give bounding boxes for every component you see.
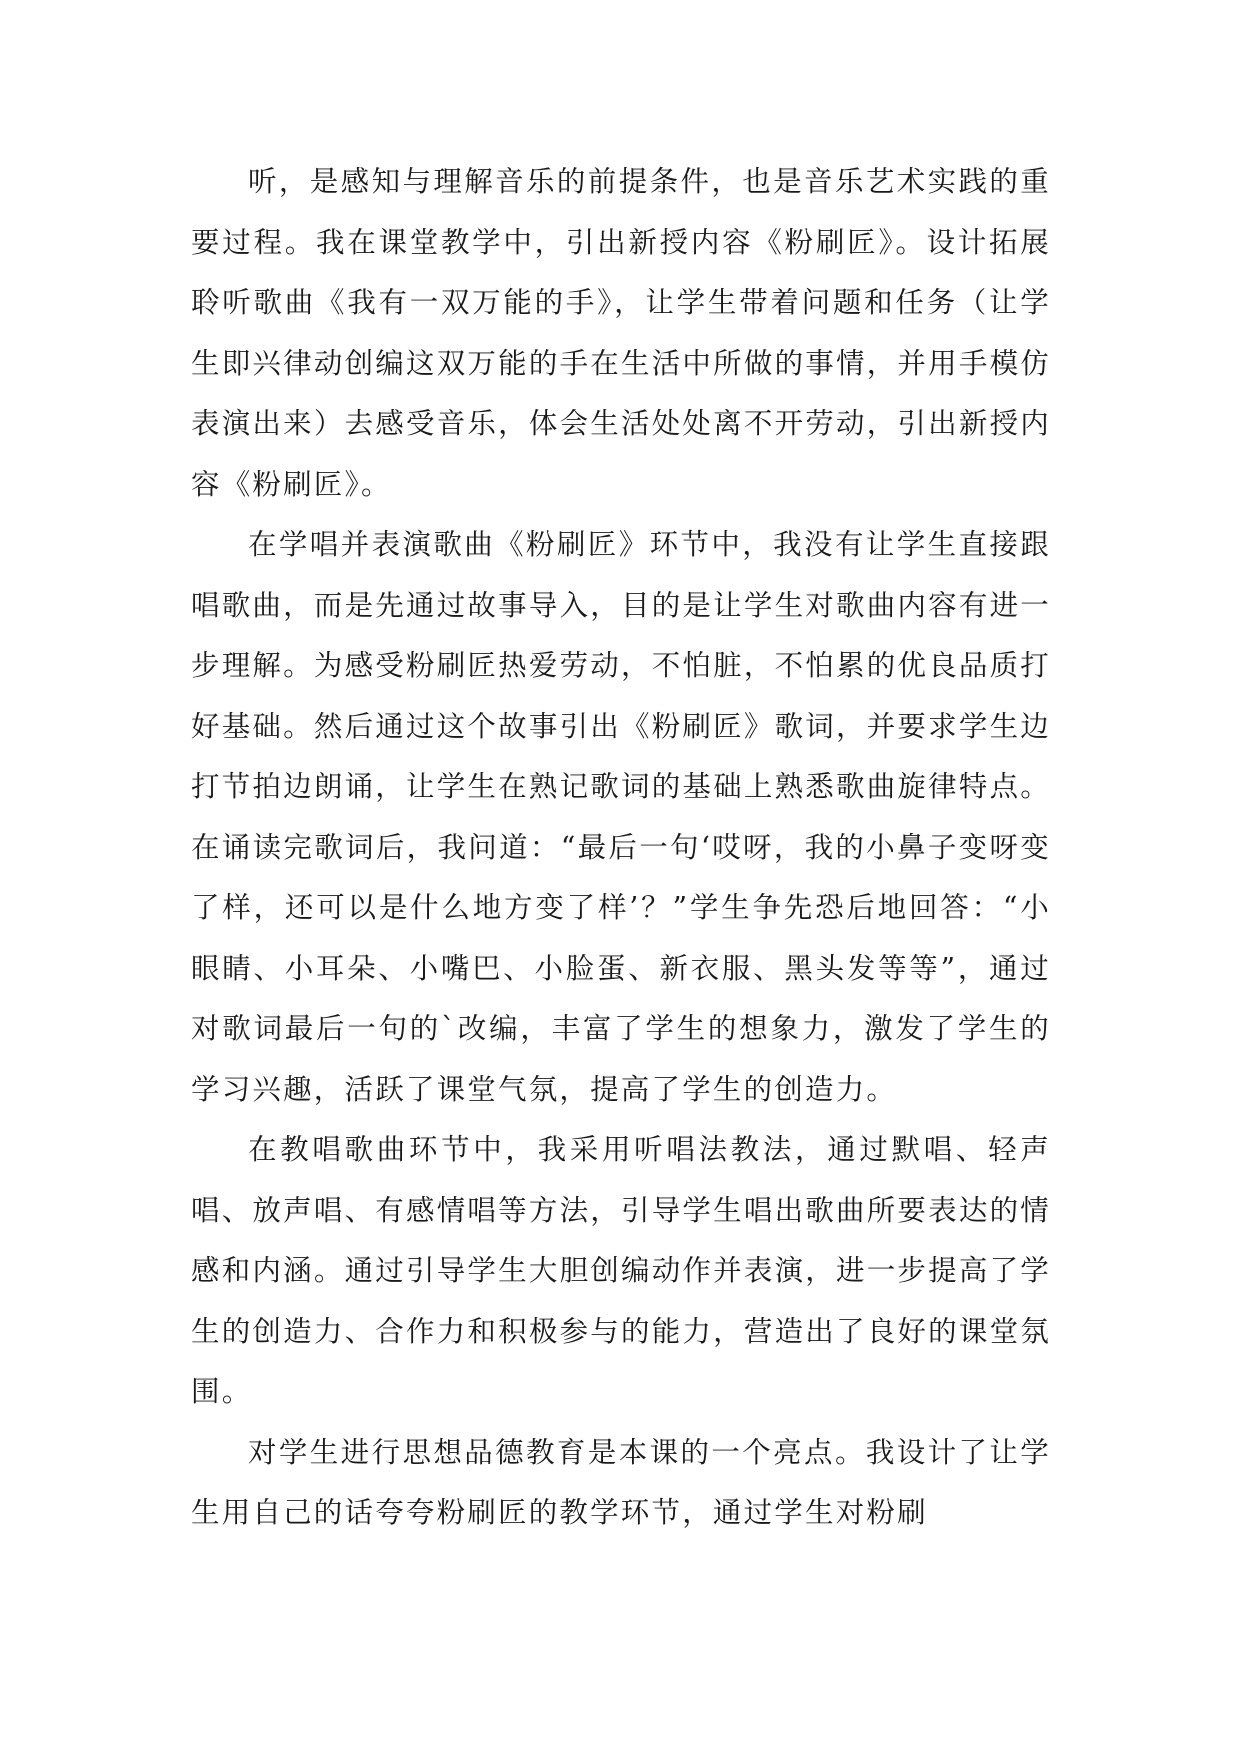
document-body <box>191 152 1051 1544</box>
paragraph-moral-education: 对学生进行思想品德教育是本课的一个亮点。我设计了让学生用自己的话夸夸粉刷匠的教学环节，通过学生对粉刷 <box>191 1435 1051 1529</box>
paragraph-listening: 听，是感知与理解音乐的前提条件，也是音乐艺术实践的重要过程。我在课堂教学中，引出新授内容《粉刷匠》。设计拓展聆听歌曲《我有一双万能的手》，让学生带着问题和任务（让学生即兴律动创编这双万能的手在生活中所做的事情，并用手模仿表演出来）去感受音乐，体会生活处处离不开劳动，引出新授内容《粉刷匠》。 <box>191 165 1051 501</box>
paragraph-singing-performance: 在学唱并表演歌曲《粉刷匠》环节中，我没有让学生直接跟唱歌曲，而是先通过故事导入，目的是让学生对歌曲内容有进一步理解。为感受粉刷匠热爱劳动，不怕脏，不怕累的优良品质打好基础。然后通过这个故事引出《粉刷匠》歌词，并要求学生边打节拍边朗诵，让学生在熟记歌词的基础上熟悉歌曲旋律特点。在诵读完歌词后，我问道：“最后一句‘哎呀，我的小鼻子变呀变了样，还可以是什么地方变了样’？”学生争先恐后地回答：“小眼睛、小耳朵、小嘴巴、小脸蛋、新衣服、黑头发等等”，通过对歌词最后一句的`改编，丰富了学生的想象力，激发了学生的学习兴趣，活跃了课堂气氛，提高了学生的创造力。 <box>191 528 1051 1106</box>
paragraph-teaching-singing: 在教唱歌曲环节中，我采用听唱法教法，通过默唱、轻声唱、放声唱、有感情唱等方法，引导学生唱出歌曲所要表达的情感和内涵。通过引导学生大胆创编动作并表演，进一步提高了学生的创造力、合作力和积极参与的能力，营造出了良好的课堂氛围。 <box>191 1133 1051 1408</box>
